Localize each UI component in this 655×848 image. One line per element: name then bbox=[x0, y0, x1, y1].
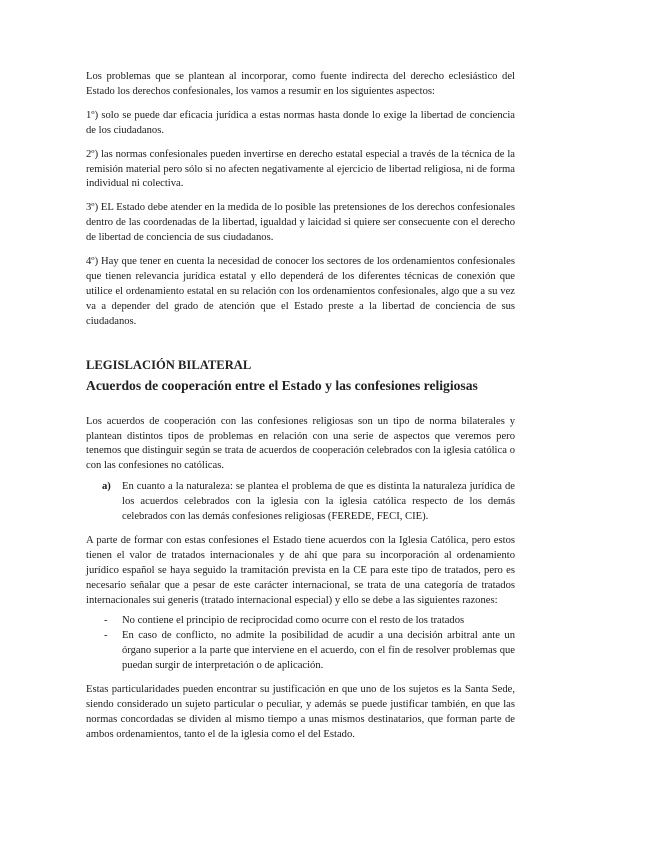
section-heading: LEGISLACIÓN BILATERAL bbox=[86, 357, 252, 372]
acuerdos-intro-paragraph: Los acuerdos de cooperación con las confesiones religiosas son un tipo de norma bilaterales y plantean distintos tipos de problemas en relación con una serie de aspectos que veremos pero tenemos que distinguir según se trata de acuerdos de cooperación celebrados con la iglesia católica o con las confesiones no católicas. bbox=[86, 415, 515, 472]
bullet-text: En caso de conflicto, no admite la posibilidad de acudir a una decisión arbitral ante un órgano superior a la parte que interviene en el acuerdo, con el fin de resolver problemas que puedan surgir de interpretación o de aplicación. bbox=[122, 630, 515, 672]
bullet-text: No contiene el principio de reciprocidad como ocurre con el resto de los tratados bbox=[122, 615, 465, 627]
conclusion-paragraph: Estas particularidades pueden encontrar su justificación en que uno de los sujetos es la Santa Sede, siendo considerado un sujeto particular o peculiar, y además se puede justificar también, en que las normas concordadas se dividen al mismo tiempo a unas mismos destinatarios, que forman parte de ambos ordenamientos, tanto el de la iglesia como el del Estado. bbox=[86, 684, 515, 740]
document-page bbox=[86, 70, 515, 743]
section-subheading: Acuerdos de cooperación entre el Estado y las confesiones religiosas bbox=[86, 377, 478, 393]
point-3: 3º) EL Estado debe atender en la medida de lo posible las pretensiones de los derechos confesionales dentro de las coordenadas de la libertad, igualdad y laicidad si quiere ser consecuente con el derecho de libertad de conciencia de sus ciudadanos. bbox=[86, 202, 515, 244]
reasons-list bbox=[86, 614, 515, 674]
point-1: 1º) solo se puede dar eficacia jurídica a estas normas hasta donde lo exige la libertad de conciencia de los ciudadanos. bbox=[86, 109, 515, 136]
list-marker: a) bbox=[102, 481, 111, 493]
list-item bbox=[86, 614, 515, 629]
aparte-paragraph: A parte de formar con estas confesiones el Estado tiene acuerdos con la Iglesia Católica, pero estos tienen el valor de tratados internacionales y de ahí que para su incorporación al ordenamiento jurídico español se haya seguido la tramitación prevista en la CE para este tipo de tratados, pero es necesario señalar que a pesar de este carácter internacional, se trata de una categoría de tratados internacionales sui generis (tratado internacional especial) y ello se debe a las siguientes razones: bbox=[86, 534, 515, 606]
point-4: 4º) Hay que tener en cuenta la necesidad de conocer los sectores de los ordenamientos confesionales que tienen relevancia jurídica estatal y ello dependerá de los diferentes técnicas de conexión que utilice el ordenamiento estatal en su relación con los ordenamientos confesionales, algo que a su vez va a depender del grado de atención que el Estado preste a la libertad de conciencia de sus ciudadanos. bbox=[86, 256, 515, 327]
bullet-dash: - bbox=[104, 630, 108, 642]
point-2: 2º) las normas confesionales pueden invertirse en derecho estatal especial a través de la técnica de la remisión material pero sólo si no afecten negativamente al ejercicio de libertad religiosa, ni de forma individual ni colectiva. bbox=[86, 148, 515, 190]
list-item bbox=[86, 629, 515, 674]
intro-paragraph: Los problemas que se plantean al incorporar, como fuente indirecta del derecho eclesiástico del Estado los derechos confesionales, los vamos a resumir en los siguientes aspectos: bbox=[86, 71, 515, 97]
bullet-dash: - bbox=[104, 615, 108, 627]
list-item-a bbox=[86, 480, 515, 525]
list-item-a-text: En cuanto a la naturaleza: se plantea el problema de que es distinta la naturaleza jurídica de los acuerdos celebrados con la iglesia con la iglesia católica respecto de los demás celebrados con las demás confesiones religiosas (FEREDE, FECI, CIE). bbox=[122, 481, 515, 523]
